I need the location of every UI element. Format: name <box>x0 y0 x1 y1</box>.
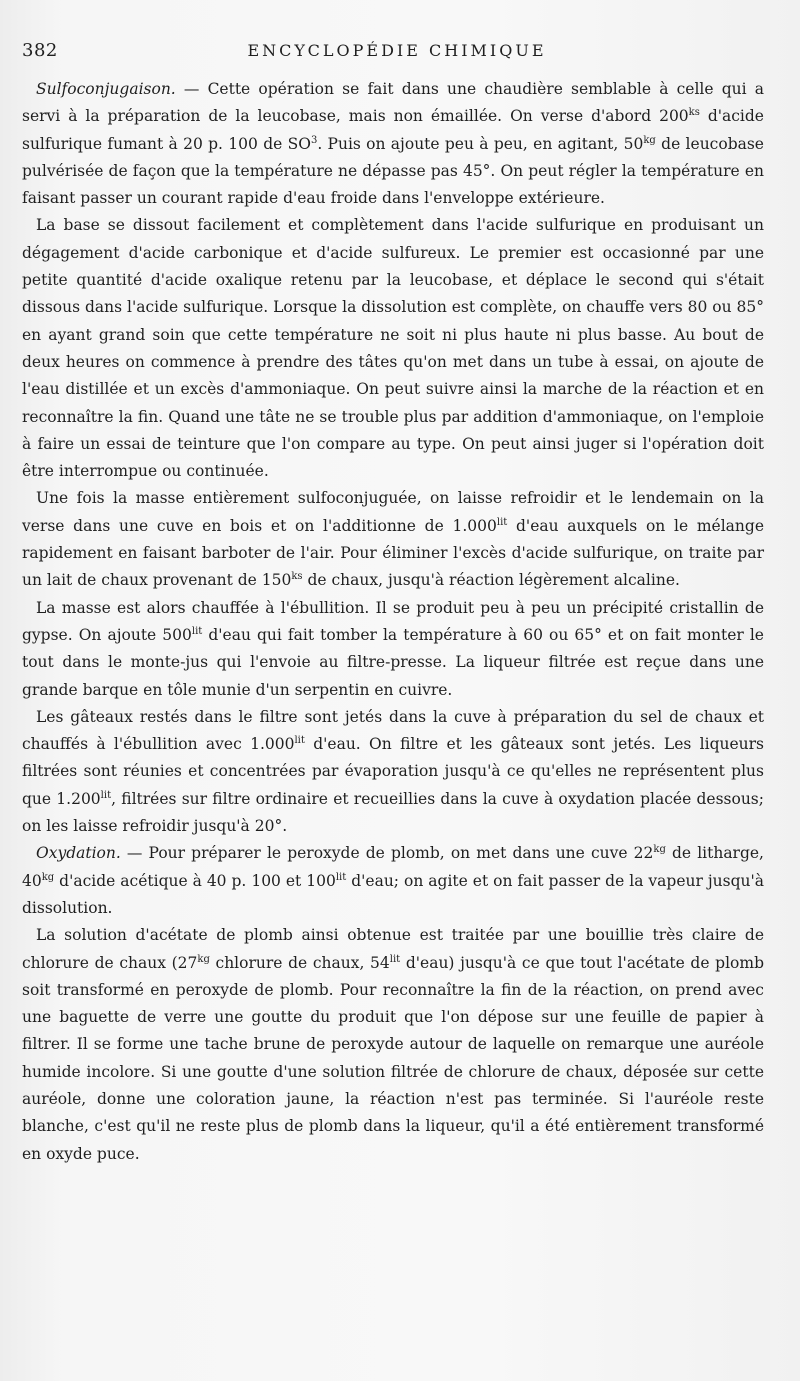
unit-superscript: lit <box>294 735 305 747</box>
running-title: ENCYCLOPÉDIE CHIMIQUE <box>247 41 547 60</box>
text-run: d'eau. On filtre et les gâteaux sont jetés. Les liqueurs filtrées sont réunies et concentrées par évaporation jusqu'à ce qu'elles ne représentent plus que 1.200 <box>22 735 764 808</box>
unit-superscript: ks <box>291 571 303 583</box>
unit-superscript: lit <box>100 789 112 801</box>
unit-superscript: ks <box>688 107 700 119</box>
text-run: Les gâteaux restés dans le filtre sont jetés dans la cuve à préparation du sel de chaux et chauffés à l'ébullition avec 1.000 <box>22 707 764 754</box>
paragraph <box>22 485 764 594</box>
unit-superscript: lit <box>389 953 401 965</box>
text-run: La base se dissout facilement et complètement dans l'acide sulfurique en produisant un dégagement d'acide carbonique et d'acide sulfureux. Le premier est occasionné par une petite quantité d'acide oxalique retenu par la leucobase, et déplace le second qui s'était dissous dans l'acide sulfurique. Lorsque la dissolution est complète, on chauffe vers 80 ou 85° en ayant grand soin que cette température ne soit ni plus haute ni plus basse. Au bout de deux heures on commence à prendre des tâtes qu'on met dans un tube à essai, on ajoute de l'eau distillée et un excès d'ammoniaque. On peut suivre ainsi la marche de la réaction et en reconnaître la fin. Quand une tâte ne se trouble plus par addition d'ammoniaque, on l'emploie à faire un essai de teinture que l'on compare au type. On peut ainsi juger si l'opération doit être interrompue ou continuée. <box>22 216 764 481</box>
text-run: d'eau; on agite et on fait passer de la vapeur jusqu'à dissolution. <box>22 871 764 917</box>
section-lead: Sulfoconjugaison. <box>36 80 176 98</box>
text-run: de chaux, jusqu'à réaction légèrement alcaline. <box>302 571 680 590</box>
paragraph <box>22 212 764 485</box>
unit-superscript: kg <box>653 844 666 856</box>
text-run: d'eau auxquels on le mélange rapidement en faisant barboter de l'air. Pour éliminer l'excès d'acide sulfurique, on traite par un lait de chaux provenant de 150 <box>22 516 764 590</box>
text-run: d'acide acétique à 40 p. 100 et 100 <box>54 871 336 890</box>
text-run: de litharge, 40 <box>22 844 764 890</box>
paragraph <box>22 704 764 840</box>
unit-superscript: kg <box>643 134 656 146</box>
paragraph <box>22 922 764 1168</box>
paragraph <box>22 76 764 212</box>
text-run: . Puis on ajoute peu à peu, en agitant, 50 <box>317 134 644 153</box>
text-run: chlorure de chaux, 54 <box>209 953 390 972</box>
unit-superscript: 3 <box>310 134 318 146</box>
page-number: 382 <box>22 40 58 61</box>
text-run: La solution d'acétate de plomb ainsi obtenue est traitée par une bouillie très claire de chlorure de chaux (27 <box>22 926 764 972</box>
unit-superscript: kg <box>41 871 55 883</box>
unit-superscript: lit <box>496 516 508 528</box>
paragraph <box>22 595 764 704</box>
unit-superscript: lit <box>335 871 347 883</box>
text-run: — Pour préparer le peroxyde de plomb, on met dans une cuve 22 <box>120 844 654 863</box>
paragraph <box>22 840 764 922</box>
text-run: La masse est alors chauffée à l'ébullition. Il se produit peu à peu un précipité cristallin de gypse. On ajoute 500 <box>22 598 764 644</box>
text-run: d'eau qui fait tomber la température à 60 ou 65° et on fait monter le tout dans le monte-jus qui l'envoie au filtre-presse. La liqueur filtrée est reçue dans une grande barque en tôle munie d'un serpentin en cuivre. <box>22 625 764 699</box>
text-run: de leucobase pulvérisée de façon que la température ne dépasse pas 45°. On peut régler la température en faisant passer un courant rapide d'eau froide dans l'enveloppe extérieure. <box>22 134 764 208</box>
body-text <box>22 76 764 1168</box>
section-lead: Oxydation. <box>36 844 121 863</box>
text-run: — Cette opération se fait dans une chaudière semblable à celle qui a servi à la préparation de la leucobase, mais non émaillée. On verse d'abord 200 <box>22 80 764 126</box>
page-header <box>22 40 772 64</box>
unit-superscript: lit <box>191 625 203 637</box>
unit-superscript: kg <box>197 953 210 965</box>
text-run: d'acide sulfurique fumant à 20 p. 100 de SO <box>22 107 764 153</box>
text-run: d'eau) jusqu'à ce que tout l'acétate de plomb soit transformé en peroxyde de plomb. Pour reconnaître la fin de la réaction, on prend avec une baguette de verre une goutte du produit que l'on dépose sur une feuille de papier à filtrer. Il se forme une tache brune de peroxyde autour de laquelle on remarque une auréole humide incolore. Si une goutte d'une solution filtrée de chlorure de chaux, déposée sur cette auréole, donne une coloration jaune, la réaction n'est pas terminée. Si l'auréole reste blanche, c'est qu'il ne reste plus de plomb dans la liqueur, qu'il a été entièrement transformé en oxyde puce. <box>22 953 765 1163</box>
text-run: Une fois la masse entièrement sulfoconjuguée, on laisse refroidir et le lendemain on la verse dans une cuve en bois et on l'additionne de 1.000 <box>22 489 764 535</box>
text-run: , filtrées sur filtre ordinaire et recueillies dans la cuve à oxydation placée dessous; on les laisse refroidir jusqu'à 20°. <box>22 789 764 836</box>
